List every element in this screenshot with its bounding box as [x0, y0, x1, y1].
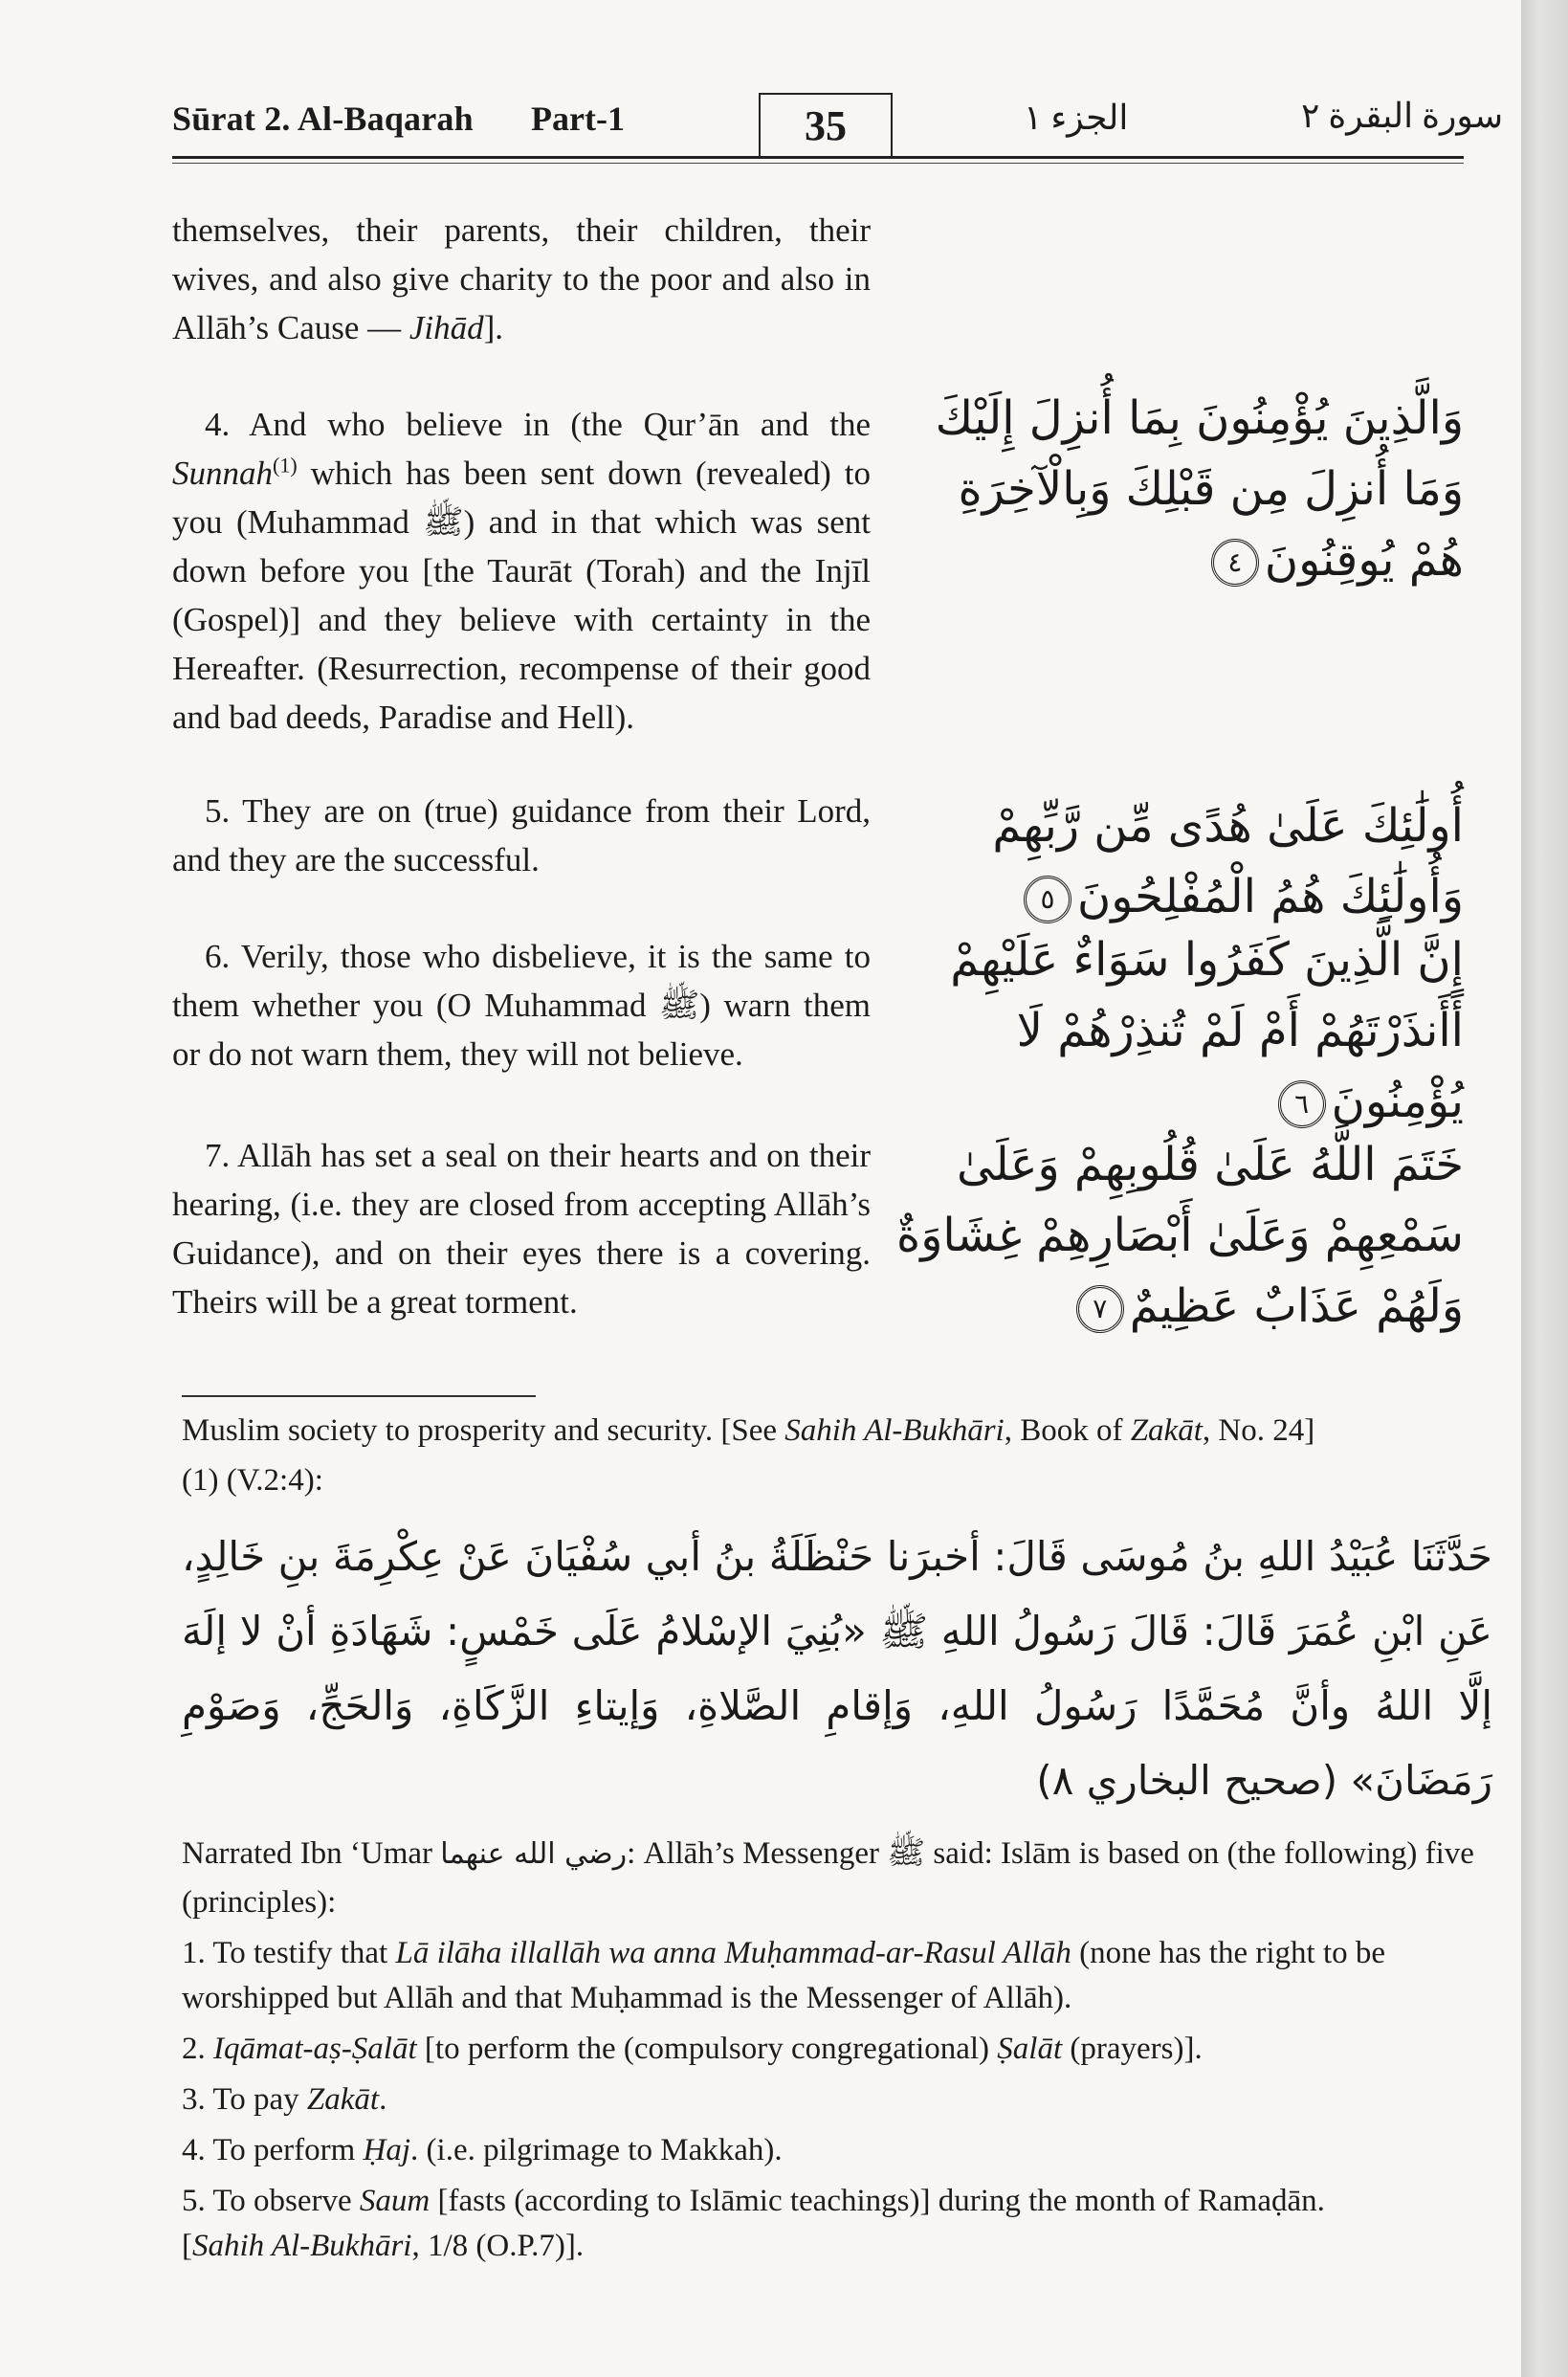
- header-part: Part-1: [531, 100, 625, 138]
- verse-7-english: 7. Allāh has set a seal on their hearts and on their hearing, (i.e. they are closed from accepting Allāh’s Guidance), and on their eyes there is a covering. Theirs will be a great torment.: [172, 1137, 871, 1321]
- header-surah-english: Sūrat 2. Al-Baqarah: [172, 100, 474, 138]
- header-rule-thin: [172, 163, 1464, 164]
- header-surah-arabic: سورة البقرة ٢: [1301, 97, 1504, 135]
- ayah-end-marker: ٧: [1076, 1285, 1124, 1333]
- page-number: 35: [759, 93, 893, 158]
- five-principles-list: [182, 1931, 1502, 2269]
- page-edge-shadow: [1521, 0, 1568, 2377]
- verse-4-english: 4. And who believe in (the Qur’ān and the Sunnah$^{(1)}$ which has been sent down (revealed) to you (Muhammad ﷺ) and in that which was sent down before you [the Taurāt (Torah) and the Injīl (Gospel)] and they believe with certainty in the Hereafter. (Resurrection, recompense of their good and bad deeds, Paradise and Hell).: [172, 406, 871, 736]
- footnote-reference: (1) (V.2:4):: [182, 1463, 323, 1498]
- ayah-end-marker: ٦: [1278, 1080, 1326, 1128]
- footnote-rule: [182, 1395, 536, 1397]
- ayah-end-marker: ٤: [1211, 539, 1259, 587]
- principle-1: 1. To testify that Lā ilāha illallāh wa anna Muḥammad-ar-Rasul Allāh (none has the right to be worshipped but Allāh and that Muḥammad is the Messenger of Allāh).: [182, 1936, 1386, 2015]
- principle-2: 2. Iqāmat-aṣ-Ṣalāt [to perform the (compulsory congregational) Ṣalāt (prayers)].: [182, 2032, 1203, 2066]
- verse-6-arabic: إِنَّ الَّذِينَ كَفَرُوا سَوَاءٌ عَلَيْهِمْ أَأَنذَرْتَهُمْ أَمْ لَمْ تُنذِرْهُمْ لَا يُؤْمِنُونَ٦: [950, 933, 1464, 1128]
- hadith-narration: Narrated Ibn ‘Umar رضي الله عنهما: Allāh’s Messenger ﷺ said: Islām is based on (the following) five (principles):: [182, 1836, 1474, 1920]
- verse-5-arabic: أُولَٰئِكَ عَلَىٰ هُدًى مِّن رَّبِّهِمْ وَأُولَٰئِكَ هُمُ الْمُفْلِحُونَ٥: [992, 799, 1464, 923]
- verse-4-arabic: وَالَّذِينَ يُؤْمِنُونَ بِمَا أُنزِلَ إِلَيْكَ وَمَا أُنزِلَ مِن قَبْلِكَ وَبِالْآخِرَةِ هُمْ يُوقِنُونَ٤: [935, 391, 1464, 587]
- hadith-arabic: حَدَّثَنَا عُبَيْدُ اللهِ بنُ مُوسَى قَالَ: أخبرَنا حَنْظَلَةُ بنُ أبي سُفْيَانَ عَنْ عِكْرِمَةَ بنِ خَالِدٍ، عَنِ ابْنِ عُمَرَ قَالَ: قَالَ رَسُولُ اللهِ ﷺ «بُنِيَ الإسْلامُ عَلَى خَمْسٍ: شَهَادَةِ أنْ لا إلَهَ إلَّا اللهُ وأنَّ مُحَمَّدًا رَسُولُ اللهِ، وَإقامِ الصَّلاةِ، وَإيتاءِ الزَّكَاةِ، وَالحَجِّ، وَصَوْمِ رَمَضَانَ» (صحيح البخاري ٨): [182, 1533, 1492, 1804]
- principle-3: 3. To pay Zakāt.: [182, 2082, 387, 2117]
- verse-7-arabic: خَتَمَ اللَّهُ عَلَىٰ قُلُوبِهِمْ وَعَلَىٰ سَمْعِهِمْ وَعَلَىٰ أَبْصَارِهِمْ غِشَاوَةٌ وَلَهُمْ عَذَابٌ عَظِيمٌ٧: [896, 1138, 1464, 1333]
- ayah-end-marker: ٥: [1024, 876, 1071, 923]
- header-juz-arabic: الجزء ١: [1024, 99, 1129, 137]
- principle-5: 5. To observe Saum [fasts (according to Islāmic teachings)] during the month of Ramaḍān.: [182, 2184, 1325, 2218]
- footnote-lead: Muslim society to prosperity and security. [See Sahih Al-Bukhāri, Book of Zakāt, No. 24]: [182, 1413, 1315, 1448]
- verse-3-continuation: themselves, their parents, their children, their wives, and also give charity to the poor and also in Allāh’s Cause — Jihād].: [172, 211, 871, 346]
- verse-6-english: 6. Verily, those who disbelieve, it is the same to them whether you (O Muhammad ﷺ) warn them or do not warn them, they will not believe.: [172, 938, 871, 1073]
- principle-4: 4. To perform Ḥaj. (i.e. pilgrimage to Makkah).: [182, 2133, 783, 2167]
- bukhari-reference: [Sahih Al-Bukhāri, 1/8 (O.P.7)].: [182, 2229, 585, 2263]
- header-rule: [172, 156, 1464, 159]
- verse-5-english: 5. They are on (true) guidance from their Lord, and they are the successful.: [172, 792, 871, 878]
